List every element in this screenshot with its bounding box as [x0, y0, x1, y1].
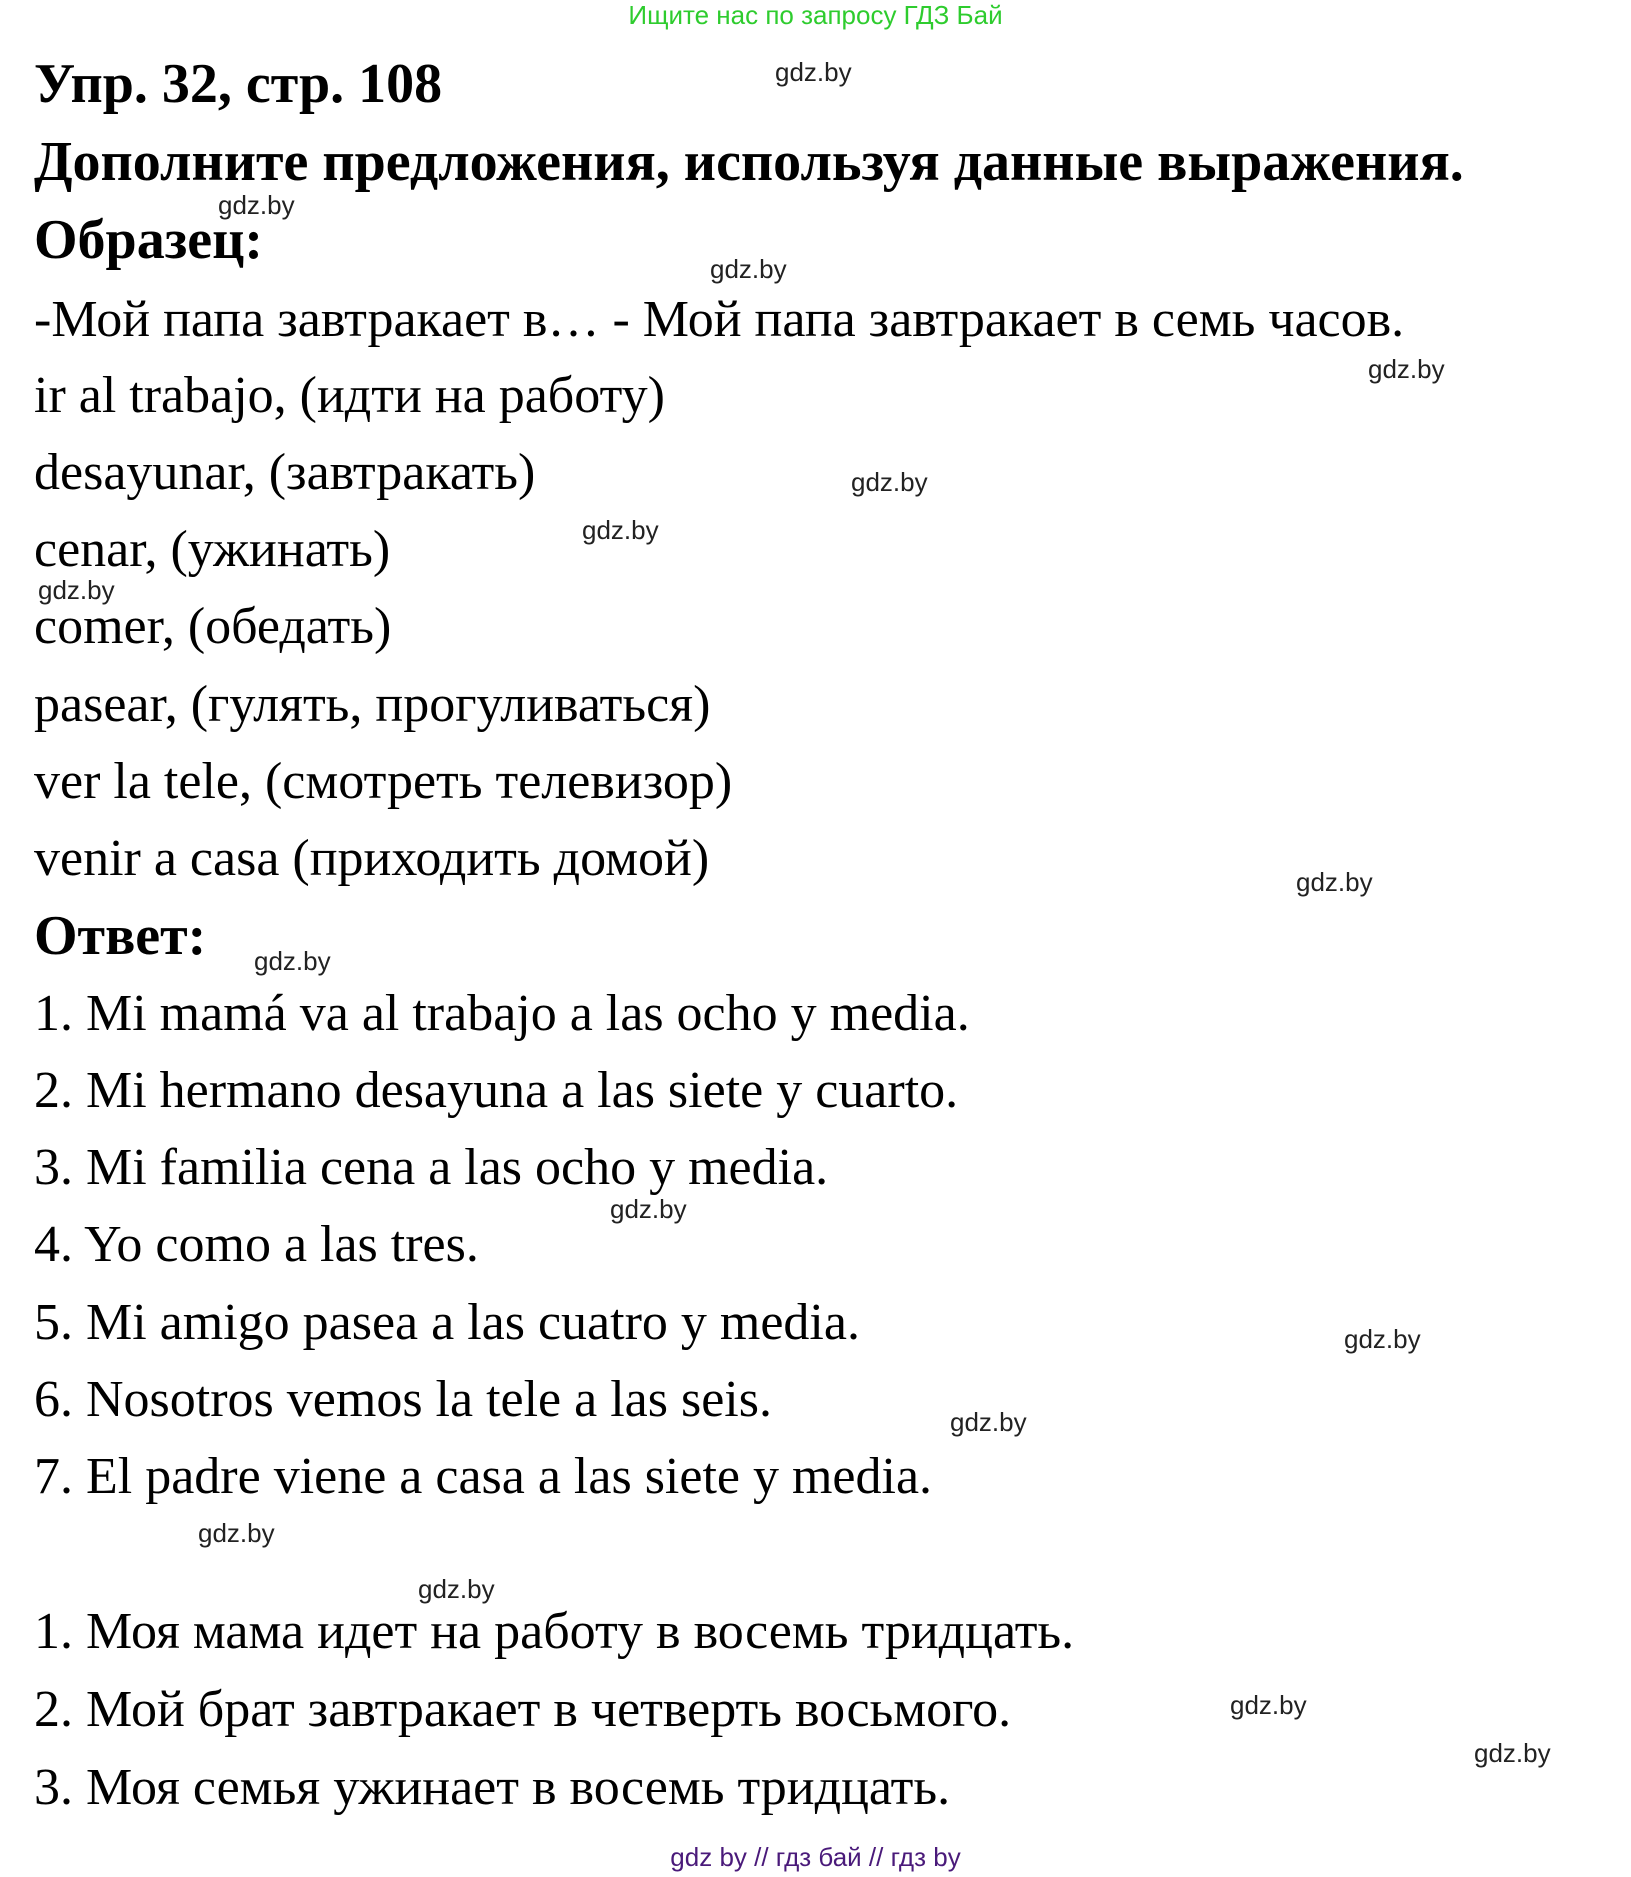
watermark: gdz.by	[1474, 1738, 1551, 1768]
footer-links: gdz by // гдз бай // гдз by	[670, 1842, 961, 1872]
watermark: gdz.by	[38, 575, 115, 605]
exercise-title: Упр. 32, стр. 108	[34, 53, 443, 115]
watermark: gdz.by	[198, 1518, 275, 1548]
expression-item: cenar, (ужинать)	[34, 521, 391, 578]
answer-es-item: 5. Mi amigo pasea a las cuatro y media.	[34, 1294, 860, 1351]
watermark: gdz.by	[710, 254, 787, 284]
sample-heading: Образец:	[34, 209, 263, 271]
answer-es-item: 1. Mi mamá va al trabajo a las ocho y media.	[34, 985, 970, 1042]
expression-item: ir al trabajo, (идти на работу)	[34, 367, 665, 424]
answer-heading: Ответ:	[34, 905, 207, 967]
watermark: gdz.by	[1230, 1690, 1307, 1720]
expression-item: pasear, (гулять, прогуливаться)	[34, 676, 711, 733]
sample-text: -Мой папа завтракает в… - Мой папа завтракает в семь часов.	[34, 291, 1405, 348]
watermark: gdz.by	[775, 57, 852, 87]
watermark: gdz.by	[1368, 354, 1445, 384]
answer-es-item: 6. Nosotros vemos la tele a las seis.	[34, 1371, 772, 1428]
expression-item: desayunar, (завтракать)	[34, 444, 536, 501]
answer-ru-item: 3. Моя семья ужинает в восемь тридцать.	[34, 1759, 951, 1816]
answer-es-item: 3. Mi familia cena a las ocho y media.	[34, 1139, 829, 1196]
expression-item: venir a casa (приходить домой)	[34, 830, 710, 887]
expression-item: ver la tele, (смотреть телевизор)	[34, 753, 733, 810]
instruction: Дополните предложения, используя данные выражения.	[34, 131, 1464, 193]
watermark: gdz.by	[1344, 1324, 1421, 1354]
watermark: gdz.by	[610, 1194, 687, 1224]
answer-ru-item: 2. Мой брат завтракает в четверть восьмого.	[34, 1681, 1012, 1738]
answer-es-item: 4. Yo como a las tres.	[34, 1216, 479, 1273]
answer-es-item: 2. Mi hermano desayuna a las siete y cuarto.	[34, 1062, 959, 1119]
watermark: gdz.by	[254, 946, 331, 976]
watermark: gdz.by	[1296, 867, 1373, 897]
answer-ru-item: 1. Моя мама идет на работу в восемь тридцать.	[34, 1603, 1075, 1660]
watermark: gdz.by	[851, 467, 928, 497]
watermark: gdz.by	[582, 515, 659, 545]
search-banner: Ищите нас по запросу ГДЗ Бай	[628, 0, 1003, 30]
watermark: gdz.by	[418, 1574, 495, 1604]
watermark: gdz.by	[218, 190, 295, 220]
watermark: gdz.by	[950, 1407, 1027, 1437]
expression-item: comer, (обедать)	[34, 598, 392, 655]
answer-es-item: 7. El padre viene a casa a las siete y media.	[34, 1448, 933, 1505]
